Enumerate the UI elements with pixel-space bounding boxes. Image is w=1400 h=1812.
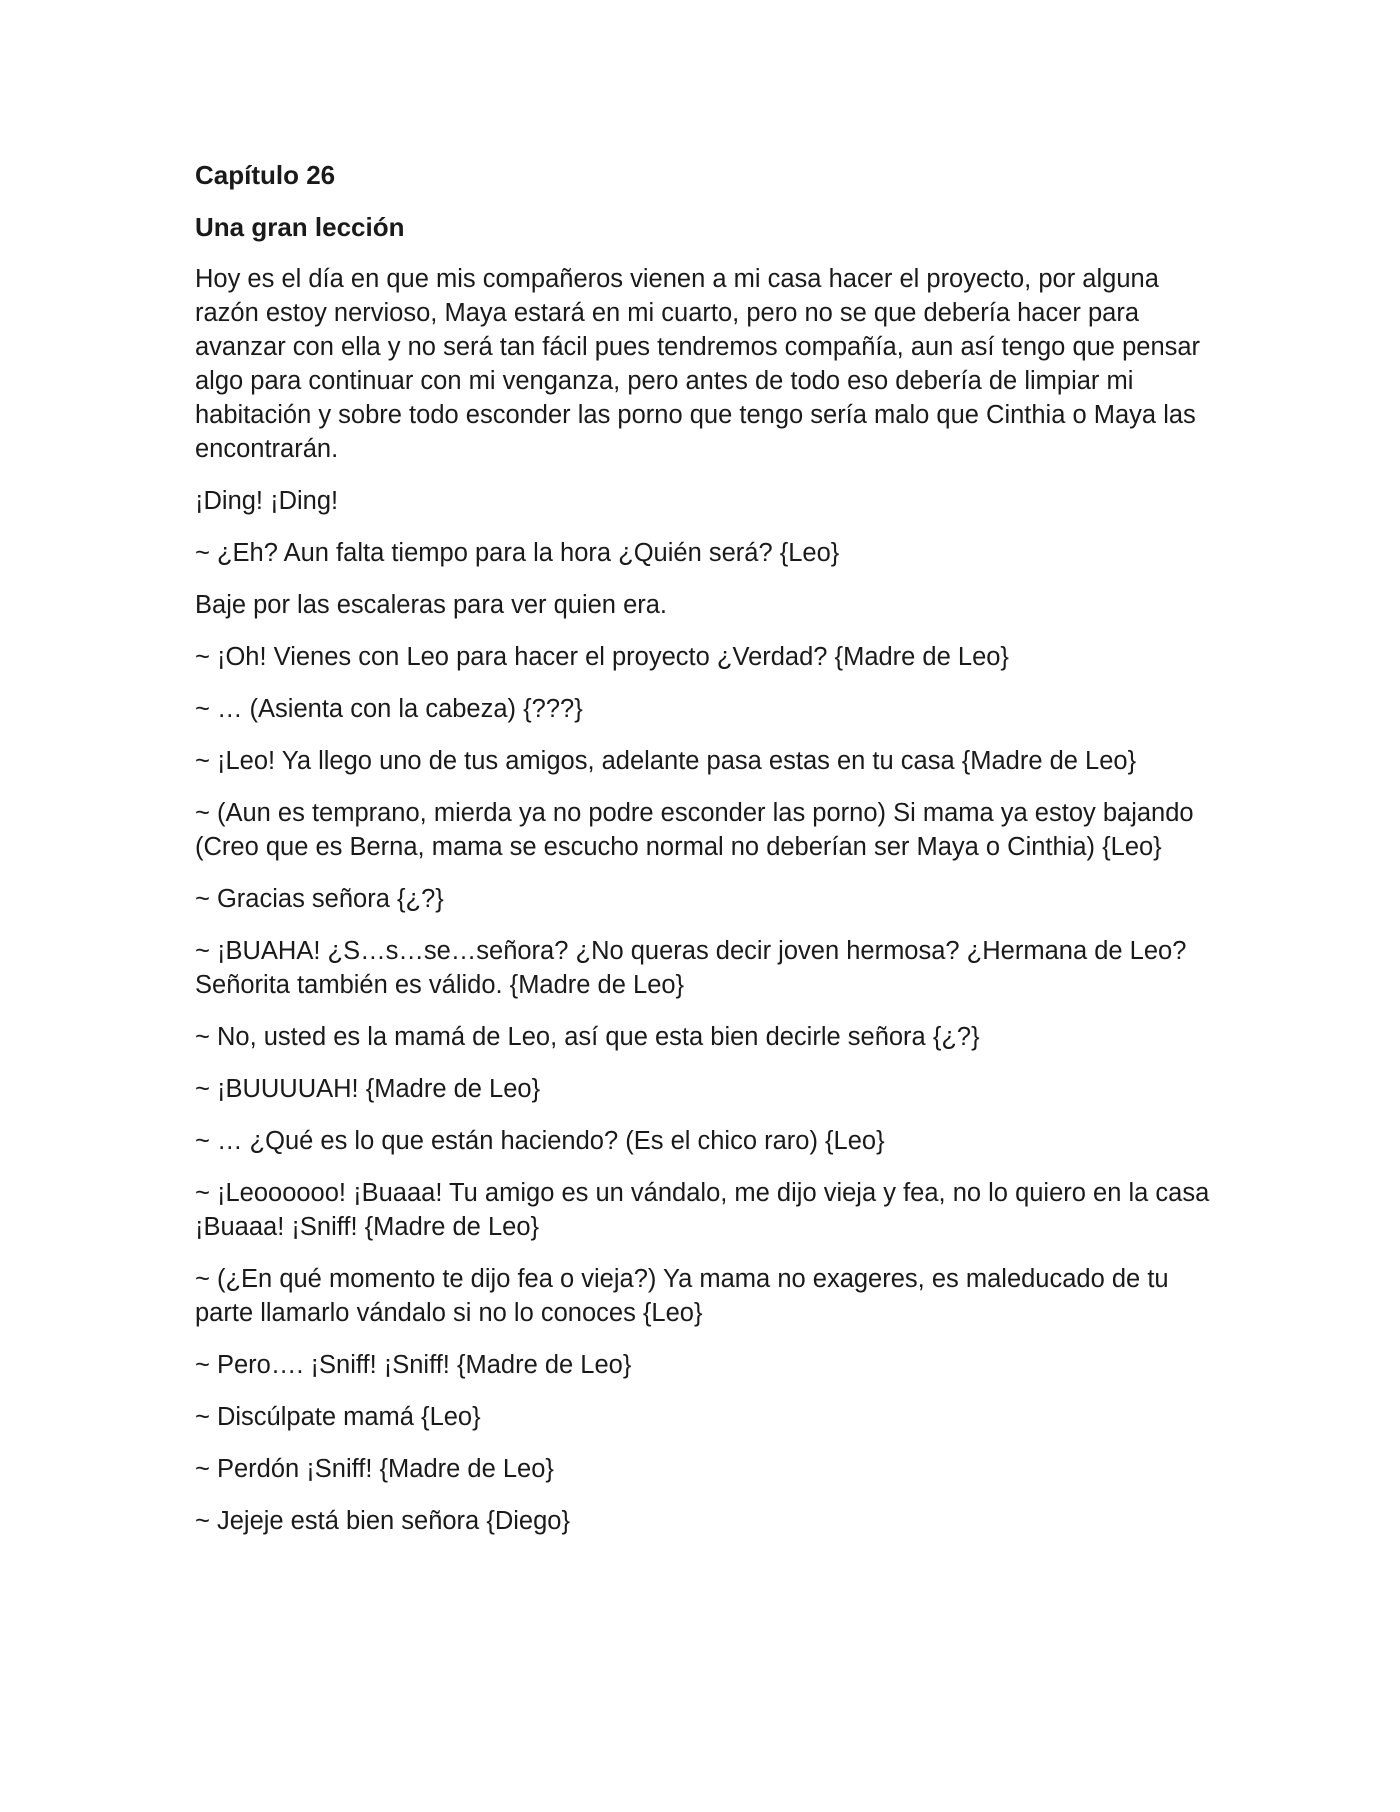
dialogue-line: ~ ¡Oh! Vienes con Leo para hacer el proyecto ¿Verdad? {Madre de Leo} xyxy=(195,643,1009,671)
dialogue-line: ~ Discúlpate mamá {Leo} xyxy=(195,1403,481,1431)
dialogue-line: ~ ¡Leo! Ya llego uno de tus amigos, adelante pasa estas en tu casa {Madre de Leo} xyxy=(195,747,1137,775)
dialogue-line: ~ Perdón ¡Sniff! {Madre de Leo} xyxy=(195,1455,554,1483)
paragraph: Hoy es el día en que mis compañeros vienen a mi casa hacer el proyecto, por alguna razón estoy nervioso, Maya estará en mi cuarto, pero no se que debería hacer para avanzar con ella y no será tan fácil pues tendremos compañía, aun así tengo que pensar algo para continuar con mi venganza, pero antes de todo eso debería de limpiar mi habitación y sobre todo esconder las porno que tengo sería malo que Cinthia o Maya las encontrarán. xyxy=(195,265,1201,463)
document-page xyxy=(195,158,1215,1556)
dialogue-line: ~ ¡BUUUUAH! {Madre de Leo} xyxy=(195,1075,541,1103)
paragraph: Baje por las escaleras para ver quien era. xyxy=(195,591,668,619)
dialogue-line: ~ Gracias señora {¿?} xyxy=(195,885,444,913)
dialogue-line: ~ … (Asienta con la cabeza) {???} xyxy=(195,695,583,723)
dialogue-line: ~ ¿Eh? Aun falta tiempo para la hora ¿Quién será? {Leo} xyxy=(195,539,840,567)
dialogue-line: ~ Pero…. ¡Sniff! ¡Sniff! {Madre de Leo} xyxy=(195,1351,632,1379)
chapter-subtitle: Una gran lección xyxy=(195,212,405,242)
paragraph: ¡Ding! ¡Ding! xyxy=(195,487,339,515)
chapter-title: Capítulo 26 xyxy=(195,160,336,190)
dialogue-line: ~ (Aun es temprano, mierda ya no podre esconder las porno) Si mama ya estoy bajando (Creo que es Berna, mama se escucho normal no deberían ser Maya o Cinthia) {Leo} xyxy=(195,799,1194,861)
dialogue-line: ~ … ¿Qué es lo que están haciendo? (Es el chico raro) {Leo} xyxy=(195,1127,885,1155)
dialogue-line: ~ ¡Leoooooo! ¡Buaaa! Tu amigo es un vándalo, me dijo vieja y fea, no lo quiero en la casa ¡Buaaa! ¡Sniff! {Madre de Leo} xyxy=(195,1179,1210,1241)
dialogue-line: ~ (¿En qué momento te dijo fea o vieja?) Ya mama no exageres, es maleducado de tu parte llamarlo vándalo si no lo conoces {Leo} xyxy=(195,1265,1169,1327)
dialogue-line: ~ ¡BUAHA! ¿S…s…se…señora? ¿No queras decir joven hermosa? ¿Hermana de Leo? Señorita también es válido. {Madre de Leo} xyxy=(195,937,1187,999)
dialogue-line: ~ No, usted es la mamá de Leo, así que esta bien decirle señora {¿?} xyxy=(195,1023,980,1051)
dialogue-line: ~ Jejeje está bien señora {Diego} xyxy=(195,1507,570,1535)
